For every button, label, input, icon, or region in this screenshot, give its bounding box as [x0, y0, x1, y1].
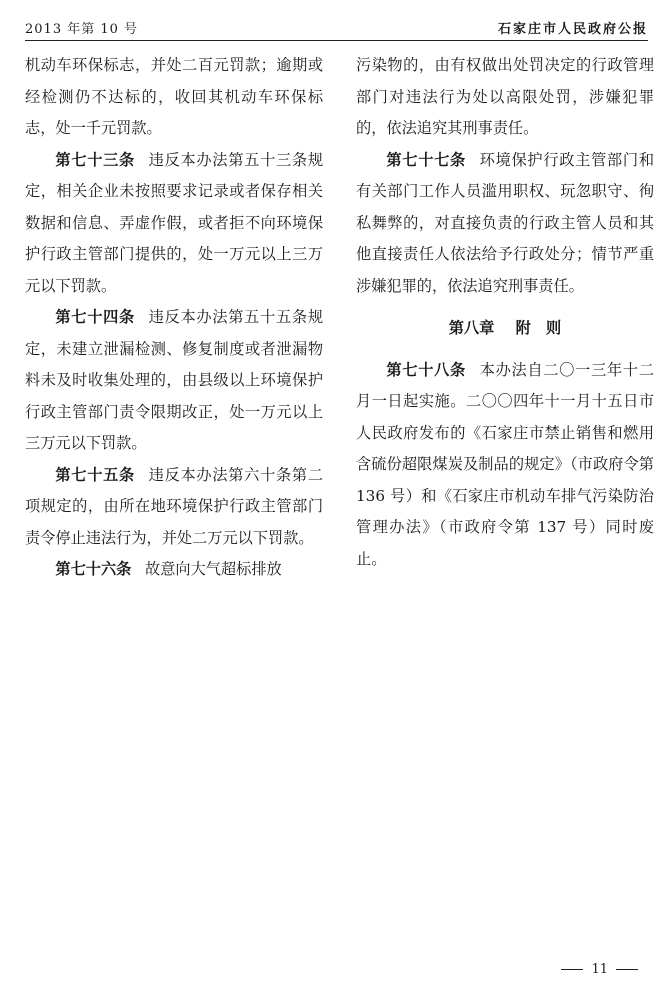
article-text: 本办法自二〇一三年十二月一日起实施。二〇〇四年十一月十五日市人民政府发布的《石家庄市禁止销售和燃用含硫份超限煤炭及制品的规定》（市政府令第 136 号）和《石家庄市机动车排气污染防治管理办法》（市政府令第 137 号）同时废止。 — [356, 360, 655, 568]
article-paragraph — [25, 460, 323, 555]
article-text: 故意向大气超标排放 — [145, 560, 282, 578]
page-number: 11 — [591, 962, 608, 977]
chapter-heading — [356, 313, 654, 345]
article-paragraph — [25, 554, 323, 586]
footer-dash-left — [561, 969, 583, 970]
chapter-title: 附 则 — [515, 319, 562, 337]
paragraph-text: 机动车环保标志，并处二百元罚款；逾期或经检测仍不达标的，收回其机动车环保标志，处一千元罚款。 — [25, 56, 323, 137]
page-header — [25, 14, 648, 41]
article-number: 第七十三条 — [55, 150, 135, 169]
article-text: 违反本办法第六十条第二项规定的，由所在地环境保护行政主管部门责令停止违法行为，并处二万元以下罚款。 — [25, 465, 324, 547]
left-column — [25, 50, 323, 586]
chapter-number: 第八章 — [448, 319, 495, 337]
paragraph — [25, 50, 323, 145]
paragraph-text: 污染物的，由有权做出处罚决定的行政管理部门对违法行为处以高限处罚，涉嫌犯罪的，依法追究其刑事责任。 — [356, 56, 654, 137]
article-text: 违反本办法第五十三条规定，相关企业未按照要求记录或者保存相关数据和信息、弄虚作假，或者拒不向环境保护行政主管部门提供的，处一万元以上三万元以下罚款。 — [25, 150, 324, 295]
issue-label: 2013 年第 10 号 — [25, 22, 139, 37]
article-number: 第七十六条 — [55, 560, 132, 578]
right-column — [356, 50, 654, 575]
publication-title: 石家庄市人民政府公报 — [497, 22, 648, 37]
paragraph — [356, 50, 654, 145]
article-paragraph — [356, 355, 654, 576]
article-number: 第七十八条 — [386, 360, 466, 379]
article-number: 第七十七条 — [386, 150, 466, 169]
article-paragraph — [25, 302, 323, 460]
article-text: 违反本办法第五十五条规定，未建立泄漏检测、修复制度或者泄漏物料未及时收集处理的，由县级以上环境保护行政主管部门责令限期改正，处一万元以上三万元以下罚款。 — [25, 308, 324, 452]
article-paragraph — [356, 145, 654, 303]
article-paragraph — [25, 145, 323, 303]
footer-dash-right — [616, 969, 638, 970]
page-footer — [553, 962, 646, 977]
article-number: 第七十五条 — [55, 465, 135, 484]
article-text: 环境保护行政主管部门和有关部门工作人员滥用职权、玩忽职守、徇私舞弊的，对直接负责的行政主管人员和其他直接责任人依法给予行政处分；情节严重涉嫌犯罪的，依法追究刑事责任。 — [356, 150, 655, 295]
article-number: 第七十四条 — [55, 308, 135, 326]
